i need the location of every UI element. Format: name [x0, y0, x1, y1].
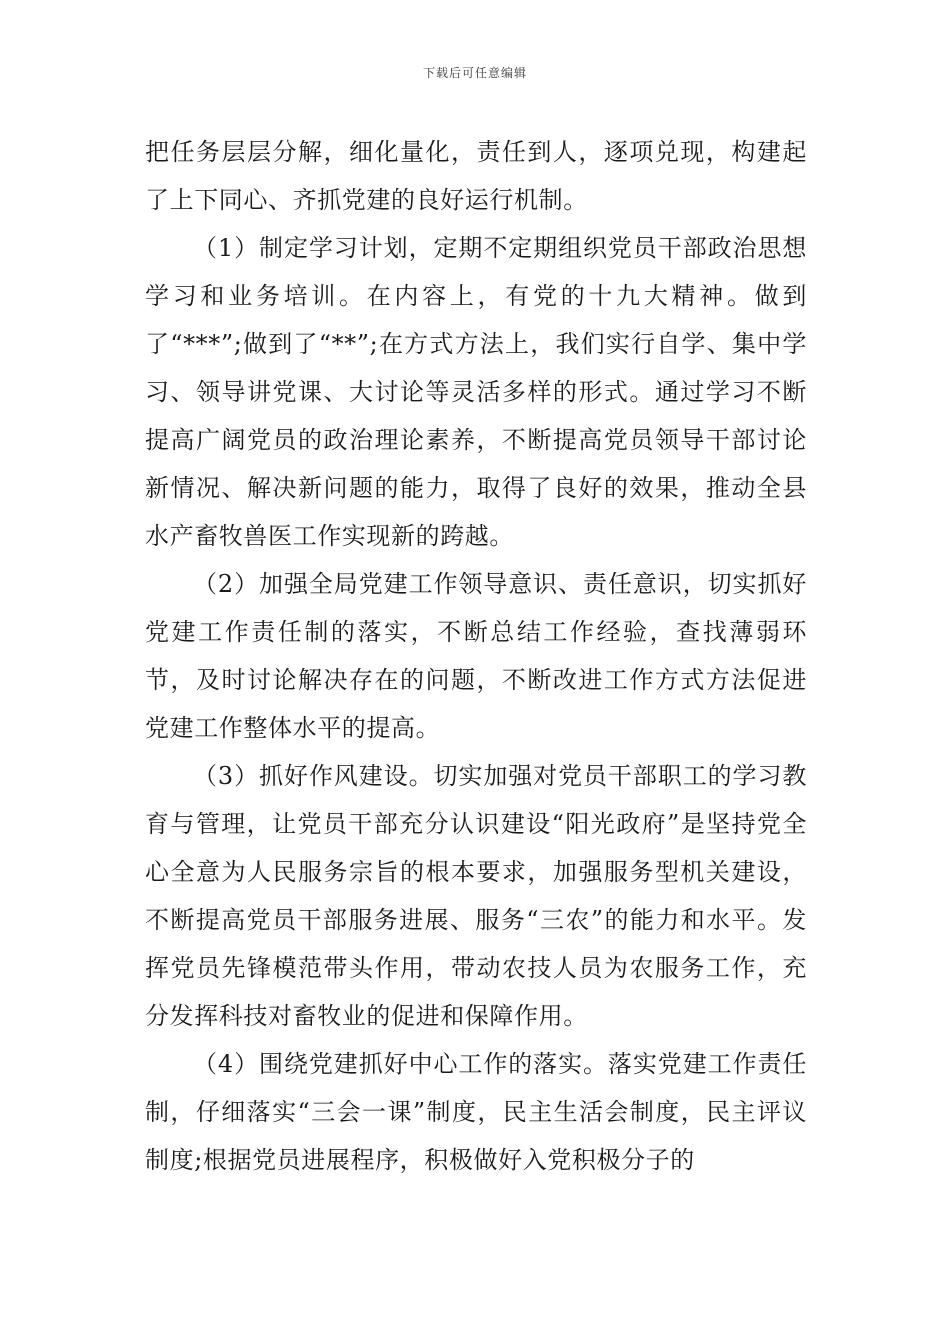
- document-body: [145, 128, 807, 1184]
- paragraph-3: （3）抓好作风建设。切实加强对党员干部职工的学习教育与管理，让党员干部充分认识建设“阳光政府”是坚持党全心全意为人民服务宗旨的根本要求，加强服务型机关建设，不断提高党员干部服务进展、服务“三农”的能力和水平。发挥党员先锋模范带头作用，带动农技人员为农服务工作，充分发挥科技对畜牧业的促进和保障作用。: [145, 762, 807, 1030]
- page-header: 下载后可任意编辑: [422, 66, 527, 80]
- paragraph-0: 把任务层层分解，细化量化，责任到人，逐项兑现，构建起了上下同心、齐抓党建的良好运行机制。: [145, 138, 807, 214]
- paragraph-4: （4）围绕党建抓好中心工作的落实。落实党建工作责任制，仔细落实“三会一课”制度，民主生活会制度，民主评议制度;根据党员进展程序，积极做好入党积极分子的: [145, 1050, 807, 1174]
- paragraph-1: （1）制定学习计划，定期不定期组织党员干部政治思想学习和业务培训。在内容上，有党的十九大精神。做到了“***”;做到了“**”;在方式方法上，我们实行自学、集中学习、领导讲党课、大讨论等灵活多样的形式。通过学习不断提高广阔党员的政治理论素养，不断提高党员领导干部讨论新情况、解决新问题的能力，取得了良好的效果，推动全县水产畜牧兽医工作实现新的跨越。: [145, 234, 807, 550]
- paragraph-2: （2）加强全局党建工作领导意识、责任意识，切实抓好党建工作责任制的落实，不断总结工作经验，查找薄弱环节，及时讨论解决存在的问题，不断改进工作方式方法促进党建工作整体水平的提高。: [145, 570, 807, 742]
